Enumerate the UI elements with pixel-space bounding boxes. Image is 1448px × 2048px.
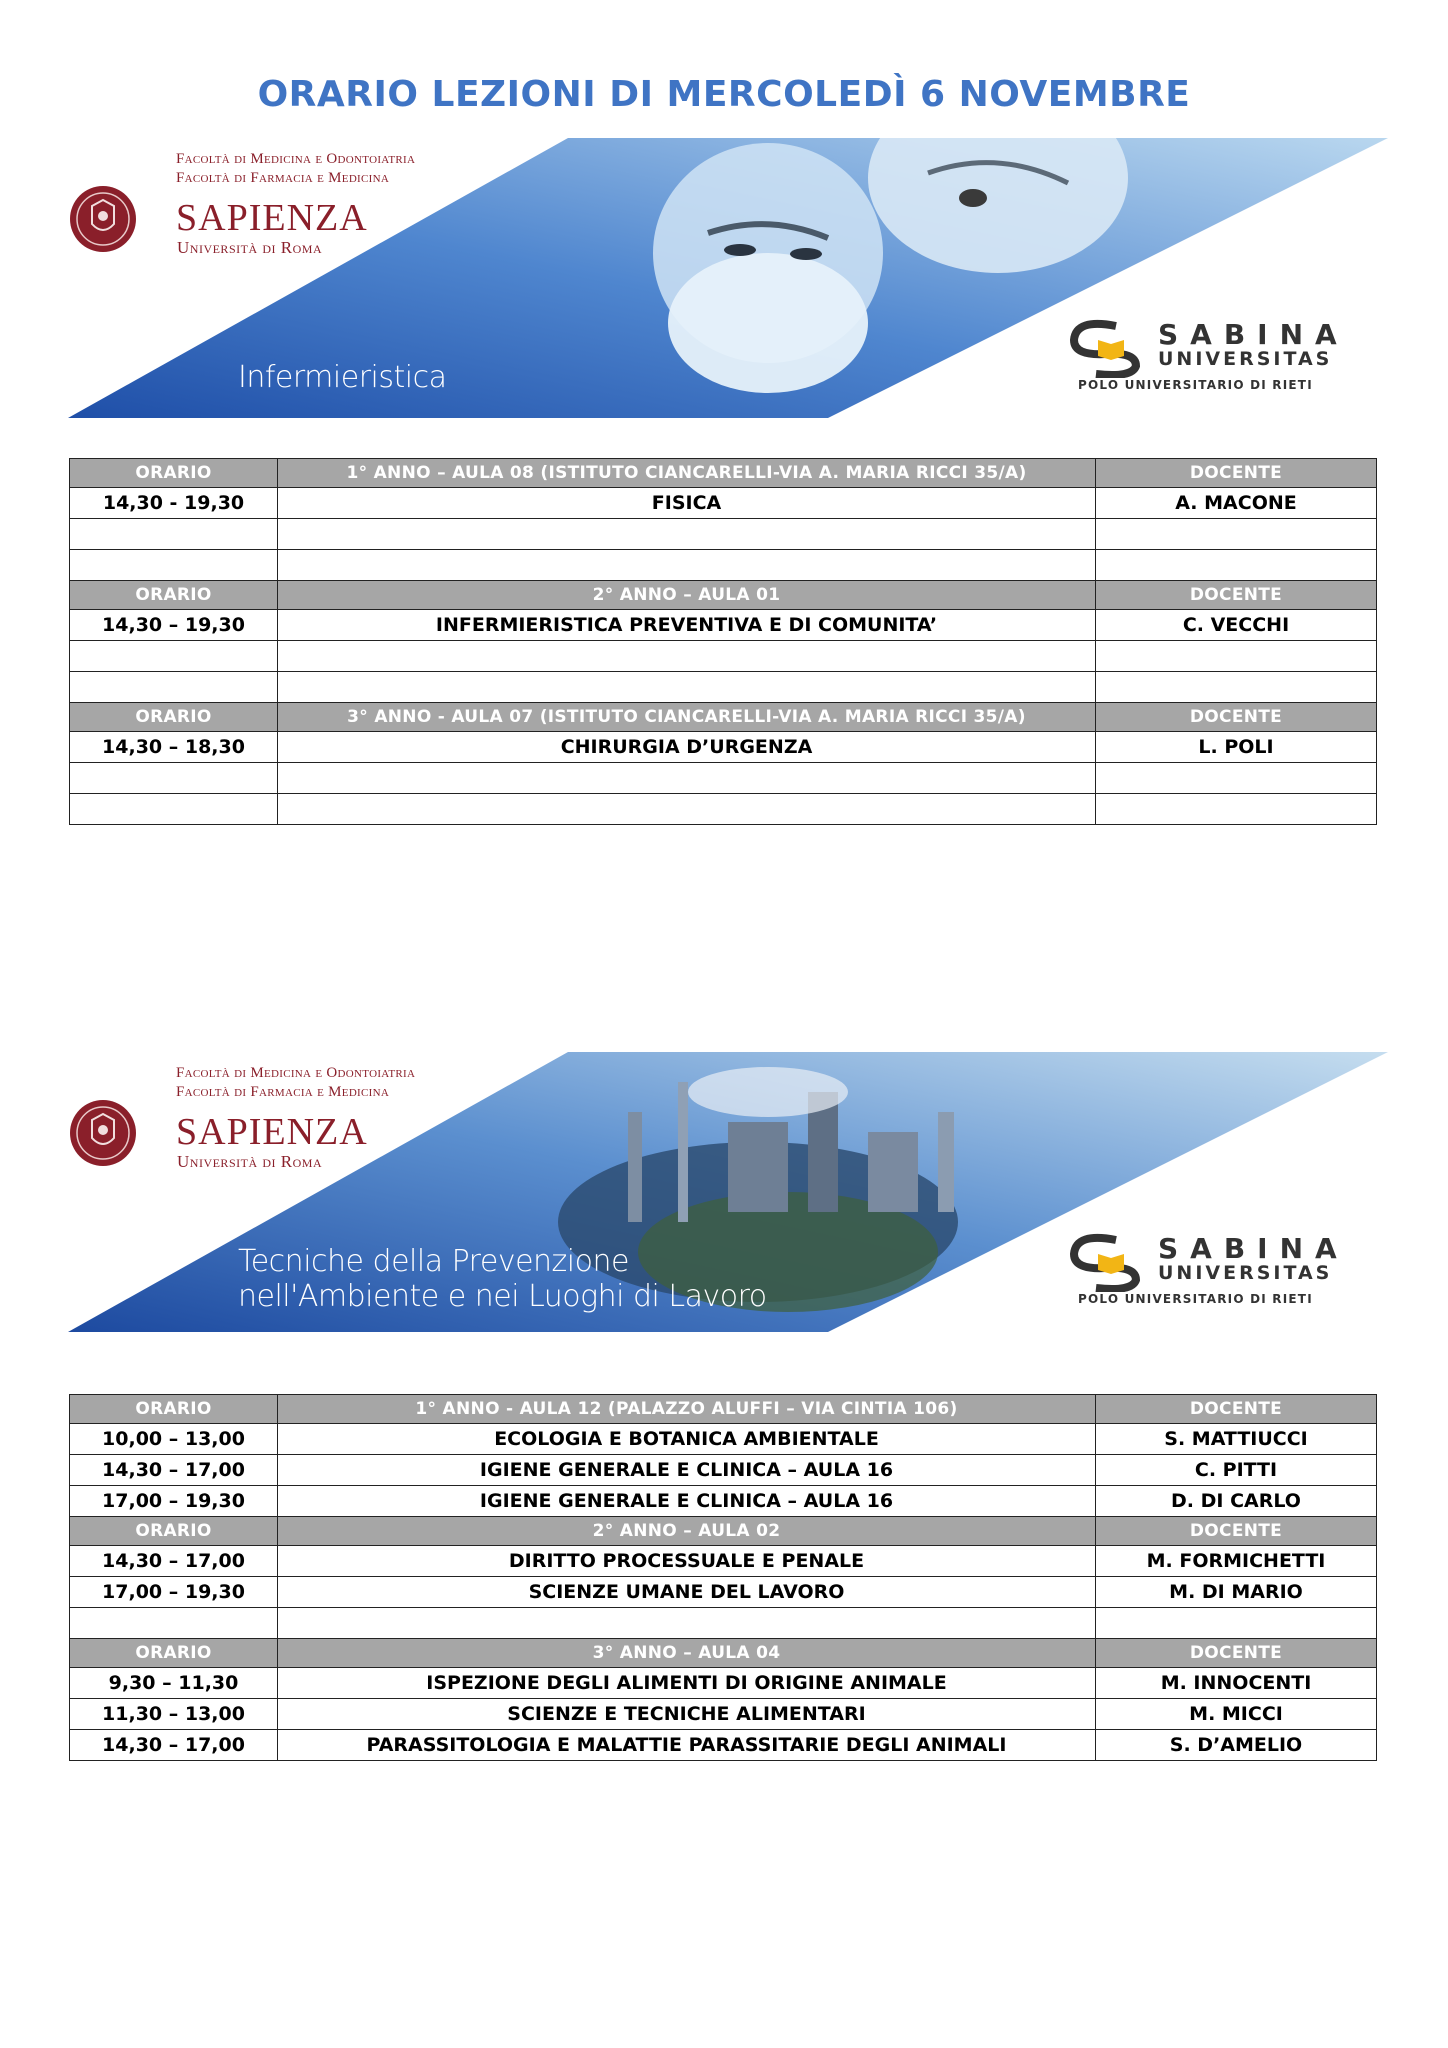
university-name: SAPIENZA [176, 1111, 368, 1153]
course-banner-prevenzione [68, 1052, 1388, 1332]
table-row [70, 763, 1377, 794]
cell-time: 14,30 – 19,30 [70, 610, 278, 641]
section-header [70, 581, 1377, 610]
sabina-polo: POLO UNIVERSITARIO DI RIETI [1078, 1292, 1313, 1306]
header-orario: ORARIO [70, 703, 278, 732]
cell-time [70, 519, 278, 550]
cell-teacher: M. INNOCENTI [1096, 1668, 1377, 1699]
cell-course [278, 641, 1096, 672]
cell-time: 10,00 – 13,00 [70, 1424, 278, 1455]
table-row [70, 732, 1377, 763]
cell-time [70, 763, 278, 794]
table-row [70, 1668, 1377, 1699]
header-orario: ORARIO [70, 1517, 278, 1546]
cell-course [278, 672, 1096, 703]
table-row [70, 1608, 1377, 1639]
cell-course: PARASSITOLOGIA E MALATTIE PARASSITARIE DEGLI ANIMALI [278, 1730, 1096, 1761]
cell-teacher: S. D’AMELIO [1096, 1730, 1377, 1761]
cell-teacher [1096, 641, 1377, 672]
course-name-line-1: Tecniche della Prevenzione [238, 1244, 629, 1279]
header-docente: DOCENTE [1096, 1639, 1377, 1668]
cell-teacher [1096, 672, 1377, 703]
sabina-book-icon [1066, 318, 1156, 378]
cell-course: SCIENZE UMANE DEL LAVORO [278, 1577, 1096, 1608]
course-banner-infermieristica [68, 138, 1388, 418]
cell-course: DIRITTO PROCESSUALE E PENALE [278, 1546, 1096, 1577]
faculty-line-2: Facoltà di Farmacia e Medicina [176, 1084, 390, 1100]
sabina-subtitle: UNIVERSITAS [1158, 348, 1333, 370]
header-orario: ORARIO [70, 459, 278, 488]
table-row [70, 1424, 1377, 1455]
sabina-universitas-logo [1066, 318, 1366, 408]
cell-time: 14,30 – 17,00 [70, 1546, 278, 1577]
cell-teacher: M. FORMICHETTI [1096, 1546, 1377, 1577]
header-orario: ORARIO [70, 581, 278, 610]
university-subtitle: Università di Roma [177, 238, 323, 257]
header-anno: 1° ANNO - AULA 12 (PALAZZO ALUFFI – VIA CINTIA 106) [278, 1395, 1096, 1424]
cell-course: INFERMIERISTICA PREVENTIVA E DI COMUNITA’ [278, 610, 1096, 641]
header-docente: DOCENTE [1096, 703, 1377, 732]
cell-teacher: M. MICCI [1096, 1699, 1377, 1730]
section-header [70, 459, 1377, 488]
cell-teacher: D. DI CARLO [1096, 1486, 1377, 1517]
cell-time: 14,30 – 18,30 [70, 732, 278, 763]
cell-course [278, 763, 1096, 794]
cell-course [278, 794, 1096, 825]
cell-time [70, 794, 278, 825]
cell-teacher: S. MATTIUCCI [1096, 1424, 1377, 1455]
cell-teacher [1096, 763, 1377, 794]
cell-time: 9,30 – 11,30 [70, 1668, 278, 1699]
table-row [70, 488, 1377, 519]
table-row [70, 550, 1377, 581]
cell-course [278, 1608, 1096, 1639]
university-subtitle: Università di Roma [177, 1152, 323, 1171]
sabina-subtitle: UNIVERSITAS [1158, 1262, 1333, 1284]
cell-teacher: C. PITTI [1096, 1455, 1377, 1486]
header-anno: 2° ANNO – AULA 01 [278, 581, 1096, 610]
cell-course [278, 519, 1096, 550]
header-orario: ORARIO [70, 1639, 278, 1668]
table-row [70, 519, 1377, 550]
section-header [70, 703, 1377, 732]
sabina-title: SABINA [1158, 318, 1349, 351]
sabina-universitas-logo [1066, 1232, 1366, 1322]
cell-teacher [1096, 794, 1377, 825]
header-docente: DOCENTE [1096, 1517, 1377, 1546]
faculty-line-1: Facoltà di Medicina e Odontoiatria [176, 1065, 416, 1081]
sapienza-seal-icon [68, 1098, 138, 1168]
cell-course: ECOLOGIA E BOTANICA AMBIENTALE [278, 1424, 1096, 1455]
faculty-line-2: Facoltà di Farmacia e Medicina [176, 170, 390, 186]
course-name-line-2: nell'Ambiente e nei Luoghi di Lavoro [238, 1279, 767, 1314]
section-header [70, 1395, 1377, 1424]
header-anno: 3° ANNO – AULA 04 [278, 1639, 1096, 1668]
cell-time: 14,30 – 17,00 [70, 1730, 278, 1761]
cell-teacher [1096, 1608, 1377, 1639]
section-header [70, 1517, 1377, 1546]
sabina-title: SABINA [1158, 1232, 1349, 1265]
section-header [70, 1639, 1377, 1668]
cell-time [70, 672, 278, 703]
cell-time: 14,30 – 17,00 [70, 1455, 278, 1486]
header-anno: 3° ANNO - AULA 07 (ISTITUTO CIANCARELLI-VIA A. MARIA RICCI 35/A) [278, 703, 1096, 732]
cell-teacher: M. DI MARIO [1096, 1577, 1377, 1608]
table-row [70, 610, 1377, 641]
cell-course: ISPEZIONE DEGLI ALIMENTI DI ORIGINE ANIMALE [278, 1668, 1096, 1699]
cell-teacher: L. POLI [1096, 732, 1377, 763]
cell-time [70, 1608, 278, 1639]
header-anno: 2° ANNO – AULA 02 [278, 1517, 1096, 1546]
university-name: SAPIENZA [176, 197, 368, 239]
cell-time: 17,00 – 19,30 [70, 1486, 278, 1517]
table-row [70, 672, 1377, 703]
table-row [70, 794, 1377, 825]
header-anno: 1° ANNO – AULA 08 (ISTITUTO CIANCARELLI-VIA A. MARIA RICCI 35/A) [278, 459, 1096, 488]
table-row [70, 1486, 1377, 1517]
sapienza-seal-icon [68, 184, 138, 254]
table-row [70, 1546, 1377, 1577]
header-orario: ORARIO [70, 1395, 278, 1424]
cell-course: FISICA [278, 488, 1096, 519]
cell-course: IGIENE GENERALE E CLINICA – AULA 16 [278, 1455, 1096, 1486]
page-title: ORARIO LEZIONI DI MERCOLEDÌ 6 NOVEMBRE [257, 74, 1191, 115]
schedule-table-infermieristica [69, 458, 1377, 825]
cell-course: SCIENZE E TECNICHE ALIMENTARI [278, 1699, 1096, 1730]
header-docente: DOCENTE [1096, 1395, 1377, 1424]
cell-time: 11,30 – 13,00 [70, 1699, 278, 1730]
cell-course: IGIENE GENERALE E CLINICA – AULA 16 [278, 1486, 1096, 1517]
table-row [70, 641, 1377, 672]
table-row [70, 1730, 1377, 1761]
cell-course [278, 550, 1096, 581]
course-name: Infermieristica [238, 360, 447, 395]
cell-time: 14,30 - 19,30 [70, 488, 278, 519]
cell-teacher: A. MACONE [1096, 488, 1377, 519]
table-row [70, 1699, 1377, 1730]
sabina-book-icon [1066, 1232, 1156, 1292]
table-row [70, 1455, 1377, 1486]
schedule-table-prevenzione [69, 1394, 1377, 1761]
table-row [70, 1577, 1377, 1608]
cell-teacher [1096, 519, 1377, 550]
faculty-line-1: Facoltà di Medicina e Odontoiatria [176, 151, 416, 167]
cell-teacher [1096, 550, 1377, 581]
header-docente: DOCENTE [1096, 459, 1377, 488]
cell-time [70, 641, 278, 672]
header-docente: DOCENTE [1096, 581, 1377, 610]
cell-teacher: C. VECCHI [1096, 610, 1377, 641]
cell-time: 17,00 – 19,30 [70, 1577, 278, 1608]
cell-time [70, 550, 278, 581]
sabina-polo: POLO UNIVERSITARIO DI RIETI [1078, 378, 1313, 392]
cell-course: CHIRURGIA D’URGENZA [278, 732, 1096, 763]
